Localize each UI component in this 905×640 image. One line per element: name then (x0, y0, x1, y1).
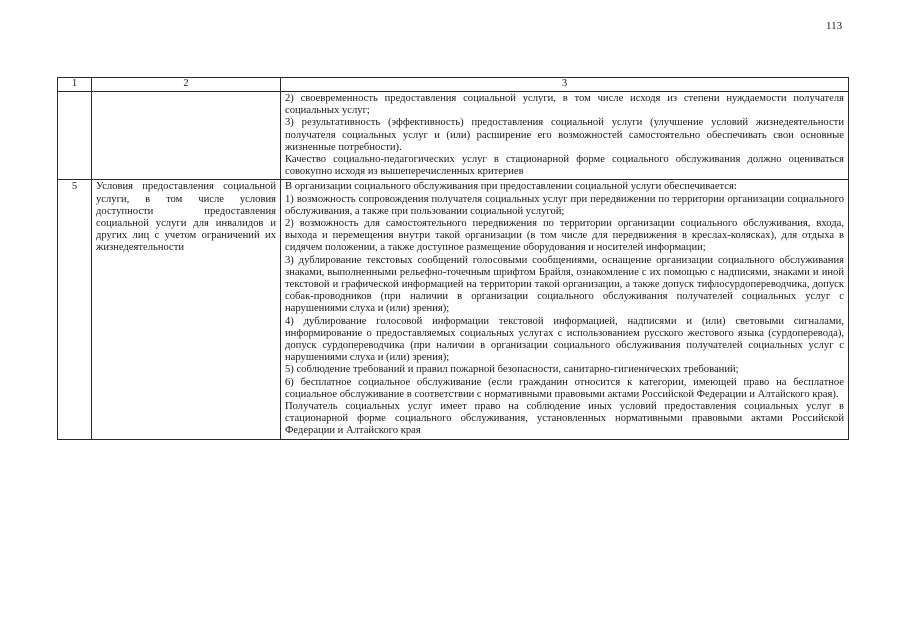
page-number: 113 (826, 20, 843, 32)
table-row-5 (58, 180, 849, 439)
row-number-cell: 5 (58, 180, 92, 439)
paragraph: 6) бесплатное социальное обслуживание (если гражданин относится к категории, имеющей право на бесплатное социальное обслуживание в соответствии с нормативными правовыми актами Российской Федерации и Алтайского края). (285, 376, 844, 400)
paragraph: Качество социально-педагогических услуг в стационарной форме социального обслуживания должно оцениваться совокупно исходя из вышеперечисленных критериев (285, 154, 844, 178)
paragraph: В организации социального обслуживания при предоставлении социальной услуги обеспечивается: (285, 181, 737, 193)
header-col-1: 1 (58, 78, 92, 92)
header-col-2: 2 (92, 78, 281, 92)
condition-cell: Условия предоставления социальной услуги, в том числе условия доступности предоставления социальной услуги для инвалидов и других лиц с учетом ограничений их жизнедеятельности (92, 180, 281, 439)
paragraph: Получатель социальных услуг имеет право на соблюдение иных условий предоставления социальных услуг в стационарной форме социального обслуживания, установленных нормативными правовыми актами Российской Федерации и Алтайского края (285, 401, 844, 437)
header-col-3: 3 (281, 78, 849, 92)
services-table (57, 77, 849, 440)
table-row-continuation (58, 92, 849, 180)
paragraph: 5) соблюдение требований и правил пожарной безопасности, санитарно-гигиенических требований; (285, 364, 739, 376)
paragraph: 1) возможность сопровождения получателя социальных услуг при передвижении по территории организации социального обслуживания, а также при пользовании социальной услугой; (285, 193, 844, 217)
paragraph: 2) своевременность предоставления социальной услуги, в том числе исходя из степени нуждаемости получателя социальных услуг; (285, 93, 844, 117)
paragraph: 4) дублирование голосовой информации текстовой информацией, надписями и (или) световыми сигналами, информирование о предоставляемых социальных услугах с использованием русского жестового языка (сурдоперевода), допуск сурдопереводчика (при наличии в организации социального обслуживания получателей социальных услуг с нарушениями слуха и (или) зрения); (285, 315, 844, 364)
description-cell (281, 92, 849, 180)
paragraph: 3) результативность (эффективность) предоставления социальной услуги (улучшение условий жизнедеятельности получателя социальных услуг и (или) расширение его возможностей самостоятельно обеспечивать свои основные жизненные потребности). (285, 117, 844, 153)
condition-cell (92, 92, 281, 180)
description-cell (281, 180, 849, 439)
paragraph: 2) возможность для самостоятельного передвижения по территории организации социального обслуживания, входа, выхода и перемещения внутри такой организации (в том числе для передвижения в креслах-колясках), для отдыха в сидячем положении, а также доступное размещение оборудования и носителей информации; (285, 218, 844, 254)
row-number-cell (58, 92, 92, 180)
paragraph: 3) дублирование текстовых сообщений голосовыми сообщениями, оснащение организации социального обслуживания знаками, выполненными рельефно-точечным шрифтом Брайля, ознакомление с их помощью с надписями, знаками и иной текстовой и графической информацией на территории такой организации, а также допуск тифлосурдопереводчика, допуск собак-проводников (при наличии в организации социального обслуживания получателей социальных услуг с нарушениями слуха и (или) зрения); (285, 254, 844, 315)
table-header-row (58, 78, 849, 92)
